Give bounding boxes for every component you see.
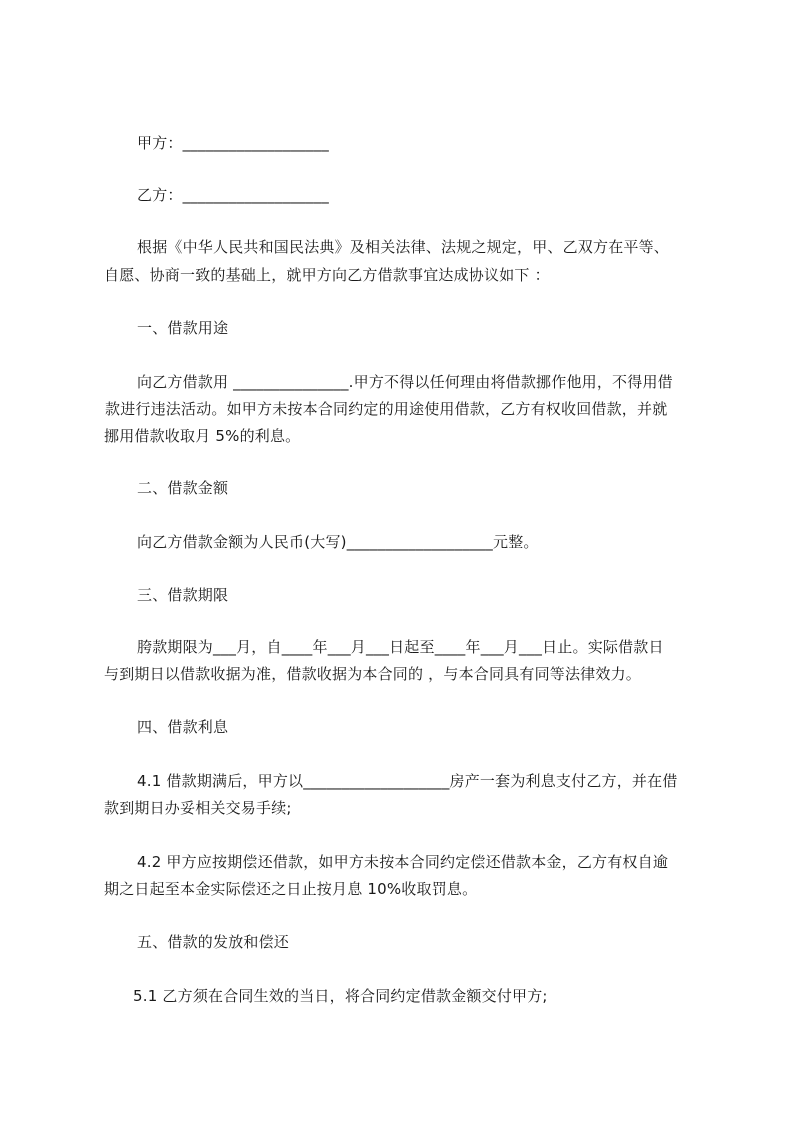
paragraph-text: 挪用借款收取月 5%的利息。 (104, 427, 301, 445)
section-heading: 二、借款金额 (137, 479, 229, 497)
paragraph-text: 与到期日以借款收据为准，借款收据为本合同的 ，与本合同具有同等法律效力。 (104, 665, 641, 683)
intro-text: 根据《中华人民共和国民法典》及相关法律、法规之规定，甲、乙双方在平等、 (137, 238, 670, 256)
section-heading: 一、借款用途 (137, 319, 229, 337)
section-heading: 三、借款期限 (137, 586, 229, 604)
paragraph-text: 5.1 乙方须在合同生效的当日，将合同约定借款金额交付甲方; (133, 987, 548, 1005)
paragraph-text: 向乙方借款用 _______________.甲方不得以任何理由将借款挪作他用，不得用借 (137, 373, 673, 391)
paragraph-text: 4.2 甲方应按期偿还借款，如甲方未按本合同约定偿还借款本金，乙方有权自逾 (137, 853, 669, 871)
paragraph-text: 款到期日办妥相关交易手续; (104, 799, 292, 817)
paragraph-text: 向乙方借款金额为人民币(大写)___________________元整。 (137, 533, 539, 551)
intro-text: 自愿、协商一致的基础上，就甲方向乙方借款事宜达成协议如下 ： (104, 266, 550, 284)
section-heading: 五、借款的发放和偿还 (137, 933, 290, 951)
party-b-line: 乙方：___________________ (137, 186, 329, 204)
paragraph-text: 4.1 借款期满后，甲方以___________________房产一套为利息支付乙方，并在借 (137, 772, 678, 790)
paragraph-text: 期之日起至本金实际偿还之日止按月息 10%收取罚息。 (104, 880, 478, 898)
section-heading: 四、借款利息 (137, 718, 229, 736)
paragraph-text: 款进行违法活动。如甲方未按本合同约定的用途使用借款，乙方有权收回借款，并就 (105, 400, 668, 418)
paragraph-text: 胯款期限为___月，自____年___月___日起至____年___月___日止。实际借款日 (137, 638, 664, 656)
party-a-line: 甲方：___________________ (137, 134, 329, 152)
